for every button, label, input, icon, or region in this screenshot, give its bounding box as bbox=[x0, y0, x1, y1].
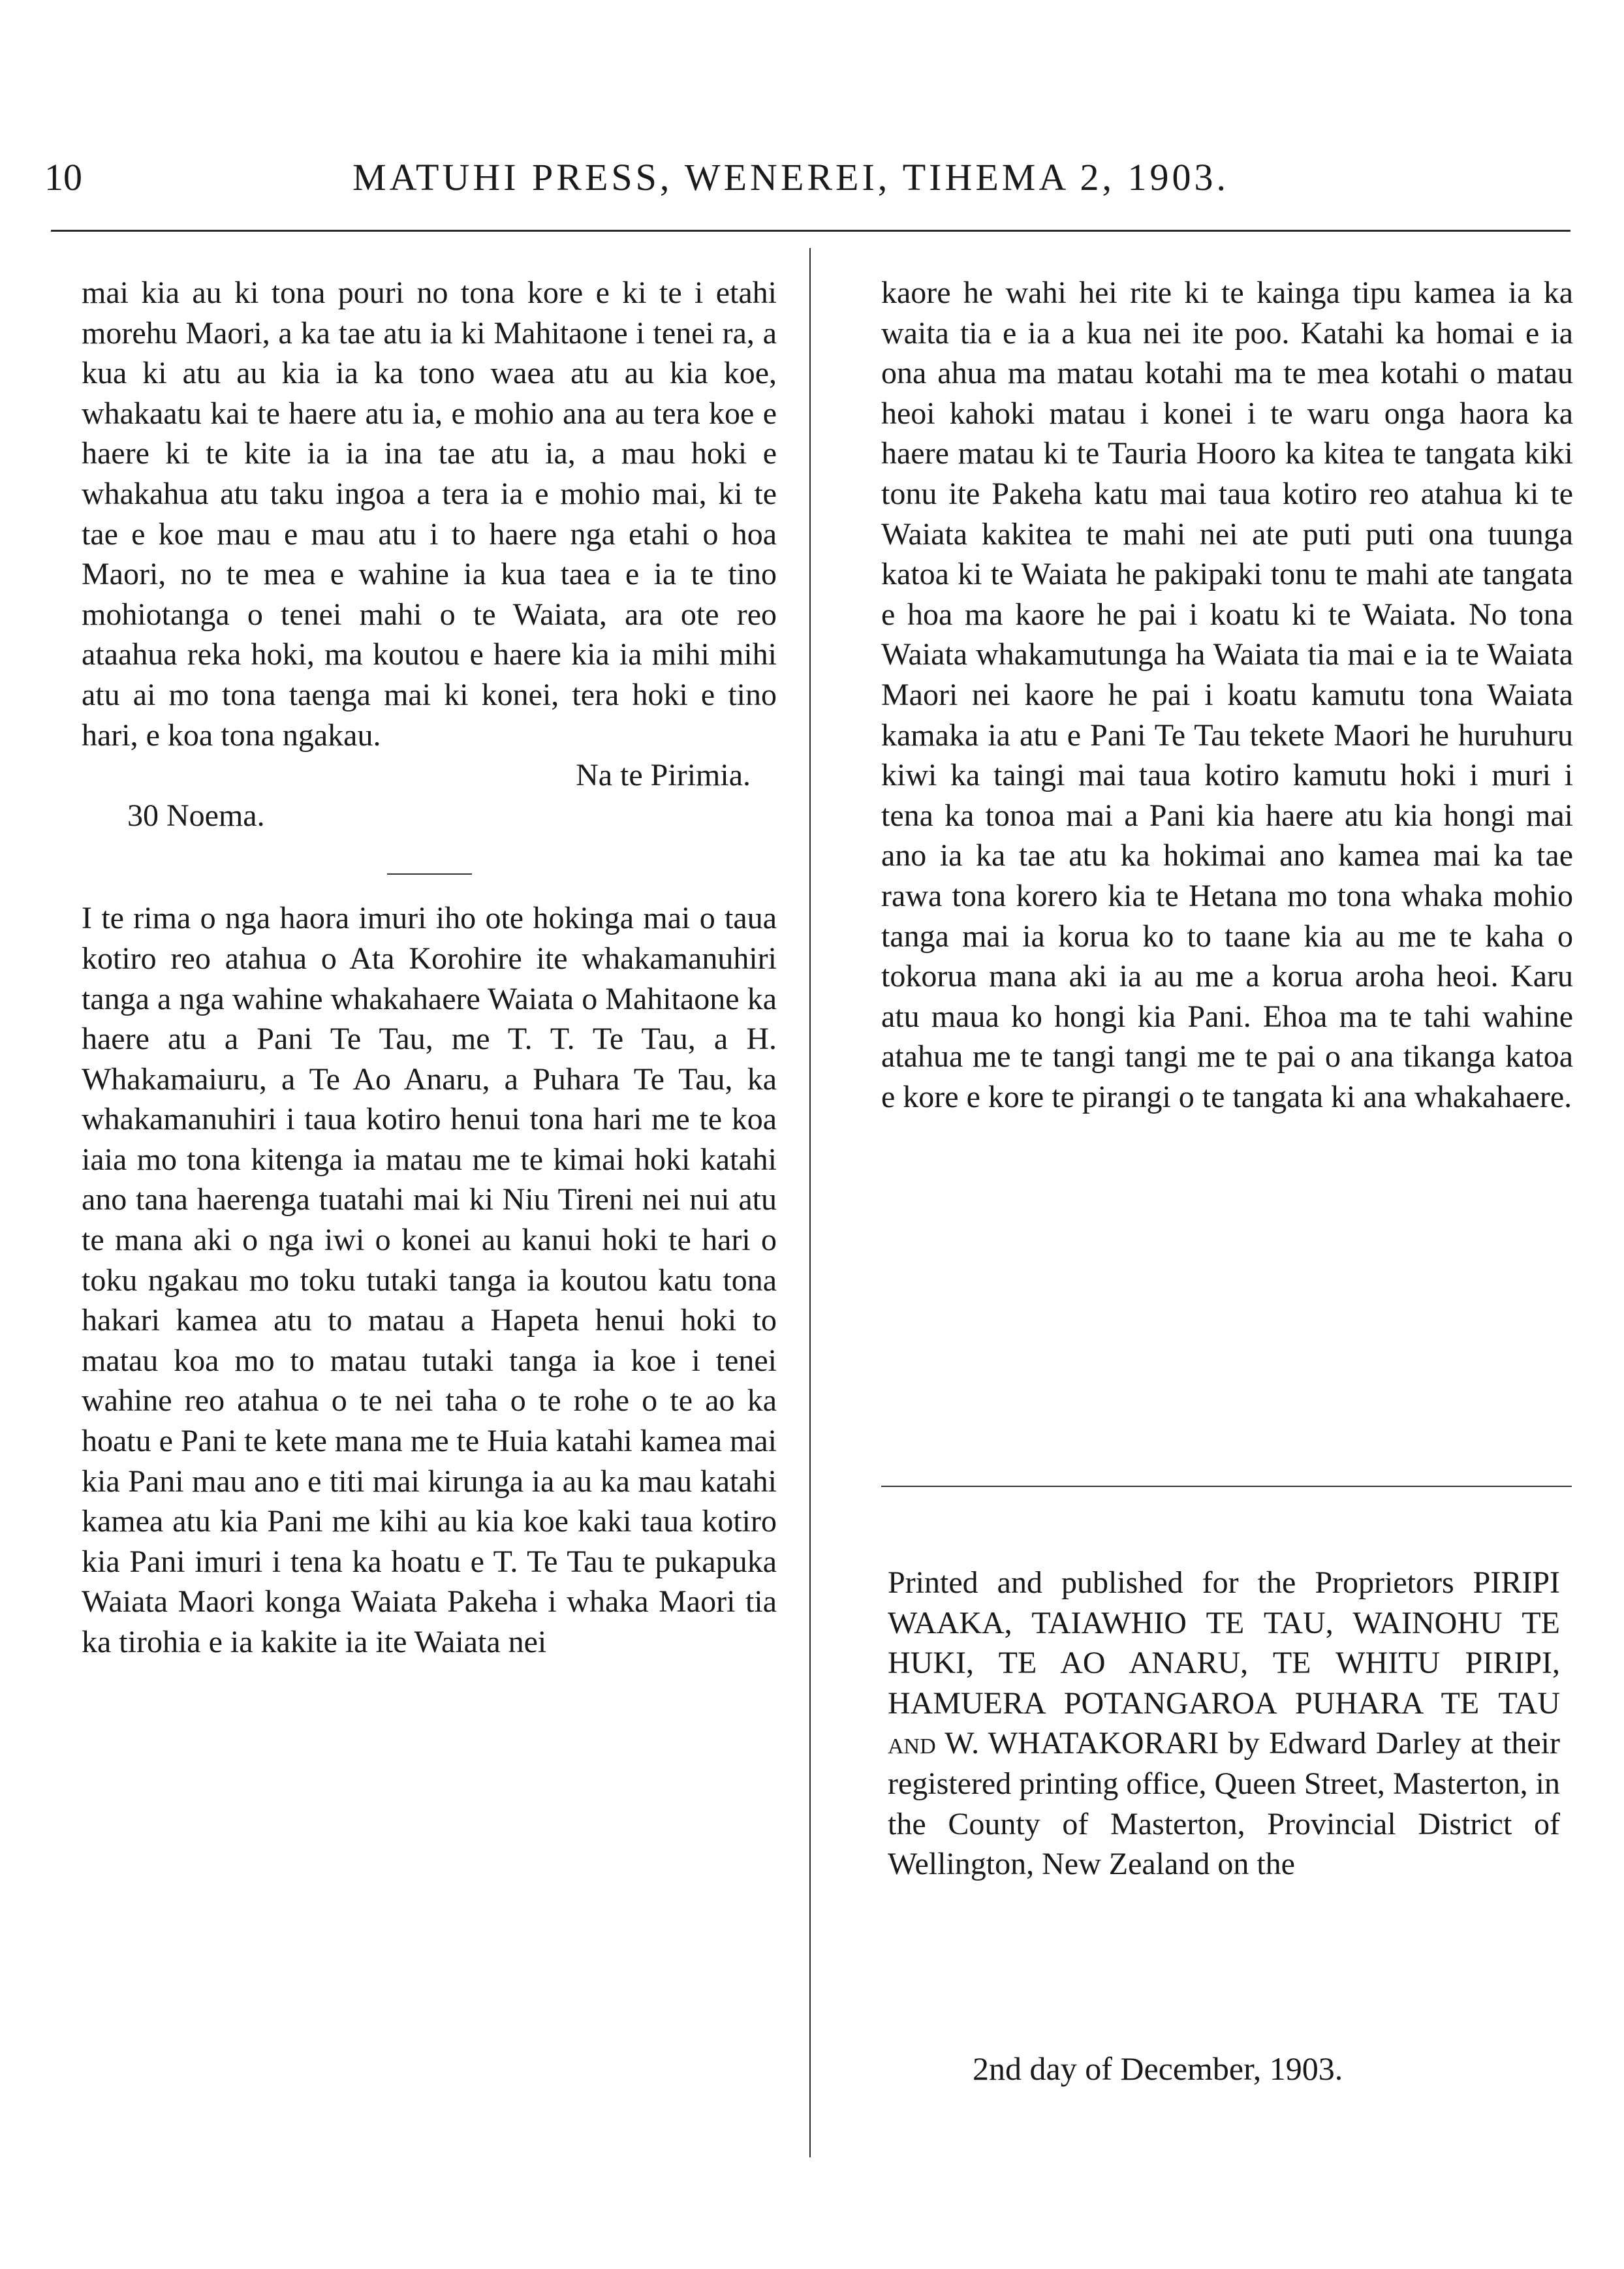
letter-text: mai kia au ki tona pouri no tona kore e ki te i etahi morehu Maori, a ka tae atu ia ki Mahitaone i tenei ra, a kua ki atu au kia ia ka tono waea atu au kia koe, whakaatu kai te haere atu ia, e mohio ana au tera koe e haere ki te kite ia ia ina tae atu ia, a mau hoki e whakahua atu taku ingoa a tera ia e mohio mai, ki te tae e koe mau e mau atu i to haere nga etahi o hoa Maori, no te mea e wahine ia kua taea e ia te tino mohiotanga o tenei mahi o te Waiata, ara ote reo ataahua reka hoki, ma koutou e haere kia ia mihi mihi atu ai mo tona taenga mai ki konei, tera hoki e tino hari, e koa tona ngakau. bbox=[82, 275, 777, 753]
article-separator bbox=[387, 873, 472, 875]
letter-signature: Na te Pirimia. bbox=[576, 758, 751, 793]
imprint-rest: by Edward Darley at their registered printing office, Queen Street, Masterton, in the County of Masterton, Provincial District of Wellington, New Zealand on the bbox=[888, 1726, 1561, 1882]
page-number: 10 bbox=[44, 156, 82, 198]
left-column bbox=[82, 273, 777, 1663]
imprint-line1: Printed and published for the Proprietors bbox=[888, 1565, 1473, 1600]
imprint-date: 2nd day of December, 1903. bbox=[973, 2050, 1343, 2087]
second-article-text: I te rima o nga haora imuri iho ote hokinga mai o taua kotiro reo atahua o Ata Korohire ite whakamanuhiri tanga a nga wahine whakahaere Waiata o Mahitaone ka haere atu a Pani Te Tau, me T. T. Te Tau, a H. Whakamaiuru, a Te Ao Anaru, a Puhara Te Tau, ka whakamanuhiri i taua kotiro henui tona hari me te koa iaia mo tona kitenga ia matau me te kimai hoki katahi ano tana haerenga tuatahi mai ki Niu Tireni nei nui atu te mana aki o nga iwi o konei au kanui hoki te hari o toku ngakau mo toku tutaki tanga ia koutou katu tona hakari kamea atu to matau a Hapeta henui hoki to matau koa mo to matau tutaki tanga ia koe i tenei wahine reo atahua o te nei taha o te rohe o te ao ka hoatu e Pani te kete mana me te Huia katahi kamea mai kia Pani mau ano e titi mai kirunga ia au ka mau katahi kamea atu kia Pani me kihi au kia koe kaki taua kotiro kia Pani imuri i tena ka hoatu e T. Te Tau te pukapuka Waiata Maori konga Waiata Pakeha i whaka Maori tia ka tirohia e ia kakite ia ite Waiata nei bbox=[82, 901, 777, 1659]
continuation-text: kaore he wahi hei rite ki te kainga tipu kamea ia ka waita tia e ia a kua nei ite poo. Katahi ka homai e ia ona ahua ma matau kotahi ma te mea kotahi o matau heoi kahoki matau i konei i te waru onga haora ka haere matau ki te Tauria Hooro ka kitea te tangata kiki tonu ite Pakeha katu mai taua kotiro reo atahua ki te Waiata kakitea te mahi nei ate puti puti ona tuunga katoa ki te Waiata he pakipaki tonu te mahi ate tangata e hoa ma kaore he pai i koatu ki te Waiata. No tona Waiata whakamutunga ha Waiata tia mai e ia te Waiata Maori nei kaore he pai i koatu kamutu tona Waiata kamaka ia atu e Pani Te Tau tekete Maori he huruhuru kiwi ka taingi mai taua kotiro kamutu hoki i muri i tena ka tonoa mai a Pani kia haere atu kia hongi mai ano ia ka tae atu ka hokimai ano kamea mai ka tae rawa tona korero kia te Hetana mo tona whaka mohio tanga mai ia korua ko to taane kia au me te kaha o tokorua mana aki ia au me a korua aroha heoi. Karu atu maua ko hongi kia Pani. Ehoa ma te tahi wahine atahua me te tangi tangi me te pai o ana tikanga katoa e kore e kore te pirangi o te tangata ki ana whakahaere. bbox=[881, 275, 1573, 1114]
imprint-block bbox=[888, 1563, 1560, 1885]
right-column bbox=[881, 273, 1573, 1117]
column-divider bbox=[809, 248, 811, 2157]
masthead: MATUHI PRESS, WENEREI, TIHEMA 2, 1903. bbox=[352, 156, 1230, 198]
imprint-divider bbox=[881, 1486, 1572, 1487]
header-rule bbox=[51, 230, 1570, 232]
imprint-proprietors: PIRIPI WAAKA, TAIAWHIO TE TAU, WAINOHU TE HUKI, TE AO ANARU, TE WHITU PIRIPI, HAMUERA POTANGAROA PUHARA TE TAU and W. WHATAKORARI bbox=[888, 1565, 1560, 1761]
letter-date: 30 Noema. bbox=[127, 798, 265, 833]
